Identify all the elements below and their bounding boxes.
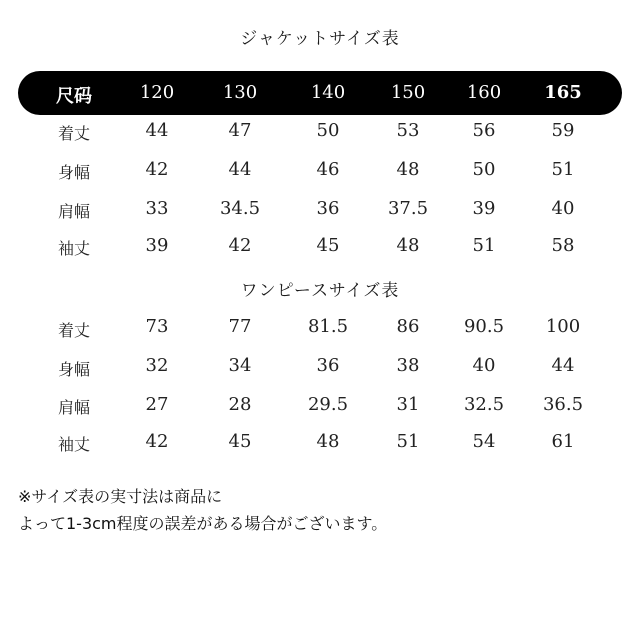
table-cell: 44	[145, 120, 169, 141]
table-cell: 48	[396, 235, 420, 256]
size-header-160: 160	[466, 82, 502, 103]
row-label: 袖丈	[57, 239, 90, 258]
table-cell: 44	[228, 159, 252, 180]
row-label: 身幅	[57, 163, 90, 182]
table-cell: 39	[145, 235, 169, 256]
table-cell: 34	[228, 355, 252, 376]
jacket-size-title: ジャケットサイズ表	[240, 29, 400, 49]
table-cell: 50	[472, 159, 496, 180]
table-cell: 40	[472, 355, 496, 376]
row-label: 身幅	[57, 360, 90, 379]
size-note-line-1: ※サイズ表の実寸法は商品に	[18, 487, 223, 506]
table-cell: 81.5	[307, 316, 349, 337]
table-cell: 59	[551, 120, 575, 141]
size-header-140: 140	[310, 82, 346, 103]
table-cell: 36.5	[542, 394, 584, 415]
row-label: 肩幅	[57, 202, 90, 221]
table-cell: 45	[316, 235, 340, 256]
table-cell: 54	[472, 431, 496, 452]
size-header-130: 130	[222, 82, 258, 103]
table-cell: 27	[145, 394, 169, 415]
size-note-line-2: よって1-3cm程度の誤差がある場合がございます。	[18, 514, 388, 533]
table-cell: 44	[551, 355, 575, 376]
table-cell: 29.5	[307, 394, 349, 415]
table-cell: 51	[472, 235, 496, 256]
size-header-165: 165	[544, 82, 582, 103]
table-cell: 38	[396, 355, 420, 376]
row-label: 袖丈	[57, 435, 90, 454]
table-cell: 28	[228, 394, 252, 415]
table-cell: 50	[316, 120, 340, 141]
table-cell: 48	[396, 159, 420, 180]
table-cell: 86	[396, 316, 420, 337]
table-cell: 100	[545, 316, 581, 337]
onepiece-size-title: ワンピースサイズ表	[240, 281, 400, 301]
row-label: 着丈	[57, 321, 90, 340]
table-cell: 34.5	[219, 198, 261, 219]
table-cell: 51	[396, 431, 420, 452]
table-cell: 61	[551, 431, 575, 452]
table-cell: 47	[228, 120, 252, 141]
row-label: 着丈	[57, 124, 90, 143]
table-cell: 48	[316, 431, 340, 452]
table-cell: 42	[145, 431, 169, 452]
table-cell: 45	[228, 431, 252, 452]
size-header-150: 150	[390, 82, 426, 103]
table-cell: 90.5	[463, 316, 505, 337]
table-cell: 32	[145, 355, 169, 376]
table-cell: 40	[551, 198, 575, 219]
table-cell: 37.5	[387, 198, 429, 219]
table-cell: 73	[145, 316, 169, 337]
table-cell: 36	[316, 355, 340, 376]
table-cell: 58	[551, 235, 575, 256]
table-cell: 32.5	[463, 394, 505, 415]
size-header-label: 尺码	[56, 86, 92, 107]
table-cell: 42	[145, 159, 169, 180]
table-cell: 42	[228, 235, 252, 256]
size-header-120: 120	[139, 82, 175, 103]
table-cell: 39	[472, 198, 496, 219]
table-cell: 53	[396, 120, 420, 141]
table-cell: 77	[228, 316, 252, 337]
table-cell: 36	[316, 198, 340, 219]
table-cell: 31	[396, 394, 420, 415]
table-cell: 51	[551, 159, 575, 180]
table-cell: 56	[472, 120, 496, 141]
table-cell: 46	[316, 159, 340, 180]
table-cell: 33	[145, 198, 169, 219]
row-label: 肩幅	[57, 398, 90, 417]
